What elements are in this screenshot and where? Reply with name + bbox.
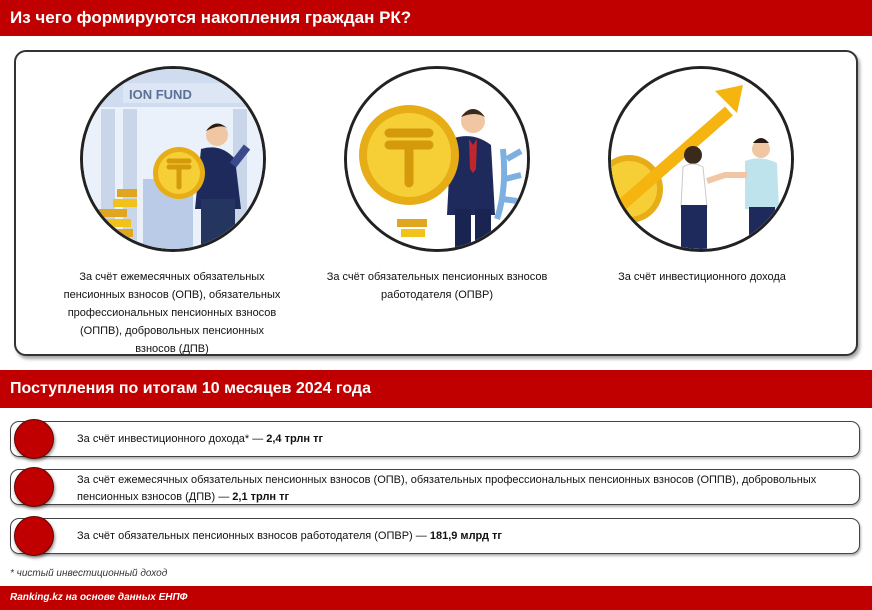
receipt-text [77,472,837,506]
illustration-investment-income [608,66,794,252]
receipt-amount: 181,9 млрд тг [429,530,503,542]
source-caption-contributions: За счёт ежемесячных обязательных пенсионных взносов (ОПВ), обязательных профессиональных пенсионных взносов (ОППВ), добровольных пенсионных взносов (ДПВ) [63,271,281,355]
tenge-coin-icon [347,69,527,249]
bullet-circle [14,516,54,556]
source-line: Ranking.kz на основе данных ЕНПФ [0,586,872,610]
receipt-row-employer [10,518,860,554]
receipt-label: За счёт ежемесячных обязательных пенсионных взносов (ОПВ), обязательных профессиональных пенсионных взносов (ОППВ), добровольных пенсионных взносов (ДПВ) — [77,474,817,503]
illustration-pension-fund [80,66,266,252]
receipt-label: За счёт обязательных пенсионных взносов работодателя (ОПВР) — [77,530,430,542]
sources-panel [14,50,858,356]
pension-fund-icon [83,69,263,249]
receipt-label: За счёт инвестиционного дохода* — [77,433,267,445]
receipt-text [77,431,323,448]
receipt-row-investment [10,421,860,457]
receipt-row-contributions [10,469,860,505]
bullet-circle [14,467,54,507]
receipt-amount: 2,1 трлн тг [232,491,290,503]
receipt-text [77,528,502,545]
source-caption-employer: За счёт обязательных пенсионных взносов работодателя (ОПВР) [326,271,548,301]
page-title: Из чего формируются накопления граждан РК? [0,0,872,36]
fund-sign: ION FUND [129,87,192,102]
growth-arrow-icon [611,69,791,249]
bullet-circle [14,419,54,459]
illustration-employer-contributions [344,66,530,252]
footnote: * чистый инвестиционный доход [10,568,168,579]
section-title: Поступления по итогам 10 месяцев 2024 года [0,370,872,408]
source-caption-investment: За счёт инвестиционного дохода [618,271,786,283]
receipt-amount: 2,4 трлн тг [266,433,324,445]
